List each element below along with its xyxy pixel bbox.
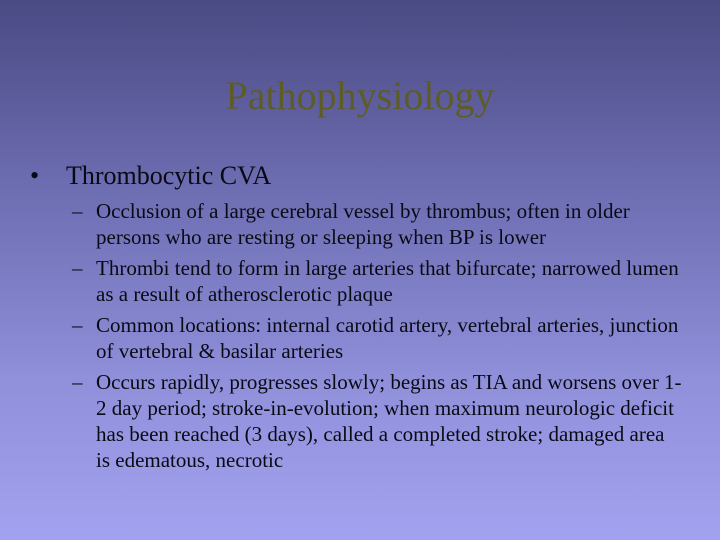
dash-marker: – [72, 199, 83, 223]
sub-bullet-text: Occlusion of a large cerebral vessel by thrombus; often in older persons who are resting or sleeping when BP is lower [96, 199, 630, 249]
sub-bullet-text: Thrombi tend to form in large arteries that bifurcate; narrowed lumen as a result of atherosclerotic plaque [96, 256, 679, 306]
sub-bullet-item [72, 255, 682, 307]
bullet-text: Thrombocytic CVA [66, 161, 272, 190]
sub-bullet-item [72, 369, 682, 473]
sub-bullet-text: Occurs rapidly, progresses slowly; begins as TIA and worsens over 1-2 day period; stroke-in-evolution; when maximum neurologic deficit has been reached (3 days), called a completed stroke; damaged area is edematous, necrotic [96, 370, 682, 472]
sub-bullet-text: Common locations: internal carotid artery, vertebral arteries, junction of vertebral & basilar arteries [96, 313, 679, 363]
dash-marker: – [72, 313, 83, 337]
bullet-marker: • [30, 161, 40, 190]
sub-bullet-item [72, 312, 682, 364]
dash-marker: – [72, 370, 83, 394]
dash-marker: – [72, 256, 83, 280]
sub-bullet-list [72, 198, 682, 478]
slide-title: Pathophysiology [225, 73, 495, 118]
bullet-item [30, 160, 271, 192]
sub-bullet-item [72, 198, 682, 250]
